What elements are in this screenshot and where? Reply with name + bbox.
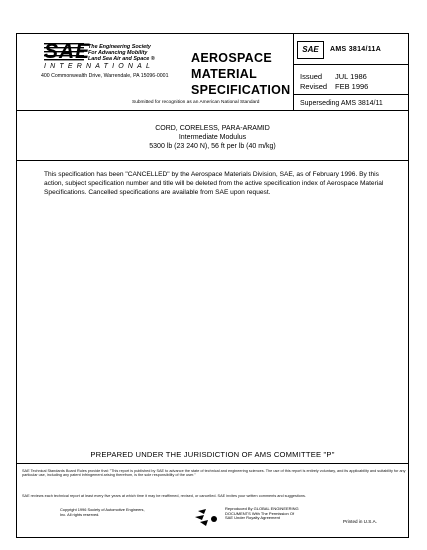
printed-in: Printed in U.S.A.	[343, 519, 377, 524]
subject-line: CORD, CORELESS, PARA-ARAMID	[155, 125, 270, 132]
spec-number-divider	[293, 64, 409, 65]
header-vertical-divider	[293, 33, 294, 110]
review-note: SAE reviews each technical report at least every five years at which time it may be reaffirmed, revised, or cancelled. SAE invites your written comments and suggestions.	[22, 494, 306, 498]
tagline-line: The Engineering Society	[88, 44, 151, 50]
jurisdiction-statement: PREPARED UNDER THE JURISDICTION OF AMS COMMITTEE "P"	[90, 450, 335, 459]
document-title	[191, 50, 291, 98]
footer-divider	[16, 463, 409, 464]
issued-label: Issued	[300, 72, 323, 81]
copyright-notice: Copyright 1996 Society of Automotive Engineers, Inc. All rights reserved.	[60, 507, 145, 517]
sae-mark-box: SAE	[297, 41, 324, 59]
submitted-note: Submitted for recognition as an American National Standard	[132, 100, 260, 105]
tagline-line: Land Sea Air and Space ®	[88, 56, 155, 63]
global-engineering-logo-icon	[192, 507, 222, 529]
standards-disclaimer: SAE Technical Standards Board Rules provide that: "This report is published by SAE to advance the state of technical and engineering sciences. The use of this report is entirely voluntary, and its applicability and suitability for any particular use, including any patent infringement arising therefrom, is the sole responsibility of the user."	[22, 469, 406, 478]
superseding-note: Superseding AMS 3814/11	[300, 100, 383, 107]
tagline-line: For Advancing Mobility	[88, 50, 148, 57]
title-line: AEROSPACE	[191, 51, 272, 65]
logo-wordmark: SAE	[44, 40, 91, 63]
spec-number: AMS 3814/11A	[330, 46, 382, 53]
revised-label: Revised	[300, 82, 328, 91]
subject-divider	[16, 160, 409, 161]
logo-tagline	[88, 44, 188, 63]
reproduction-note: Reproduced By GLOBAL ENGINEERING DOCUMENTS With The Permission Of SAE Under Royalty Agreement	[225, 506, 299, 521]
subject-line: Intermediate Modulus	[178, 134, 247, 141]
issued-date: JUL 1986	[335, 72, 367, 81]
subject-line: 5300 lb (23 240 N), 56 ft per lb (40 m/kg)	[149, 143, 276, 150]
title-line: SPECIFICATION	[191, 83, 291, 97]
cancellation-notice: This specification has been "CANCELLED" by the Aerospace Materials Division, SAE, as of February 1996. By this action, subject specification number and title will be deleted from the active specification index of Aerospace Material Specifications. Cancelled specifications are available from SAE upon request.	[44, 171, 384, 196]
spec-subject	[16, 124, 409, 151]
header-divider	[16, 110, 409, 111]
revised-date: FEB 1996	[335, 82, 369, 91]
dates-divider	[293, 94, 409, 95]
logo-international: INTERNATIONAL	[44, 63, 155, 70]
title-line: MATERIAL	[191, 67, 258, 81]
sae-address: 400 Commonwealth Drive, Warrendale, PA 15096-0001	[41, 73, 169, 79]
